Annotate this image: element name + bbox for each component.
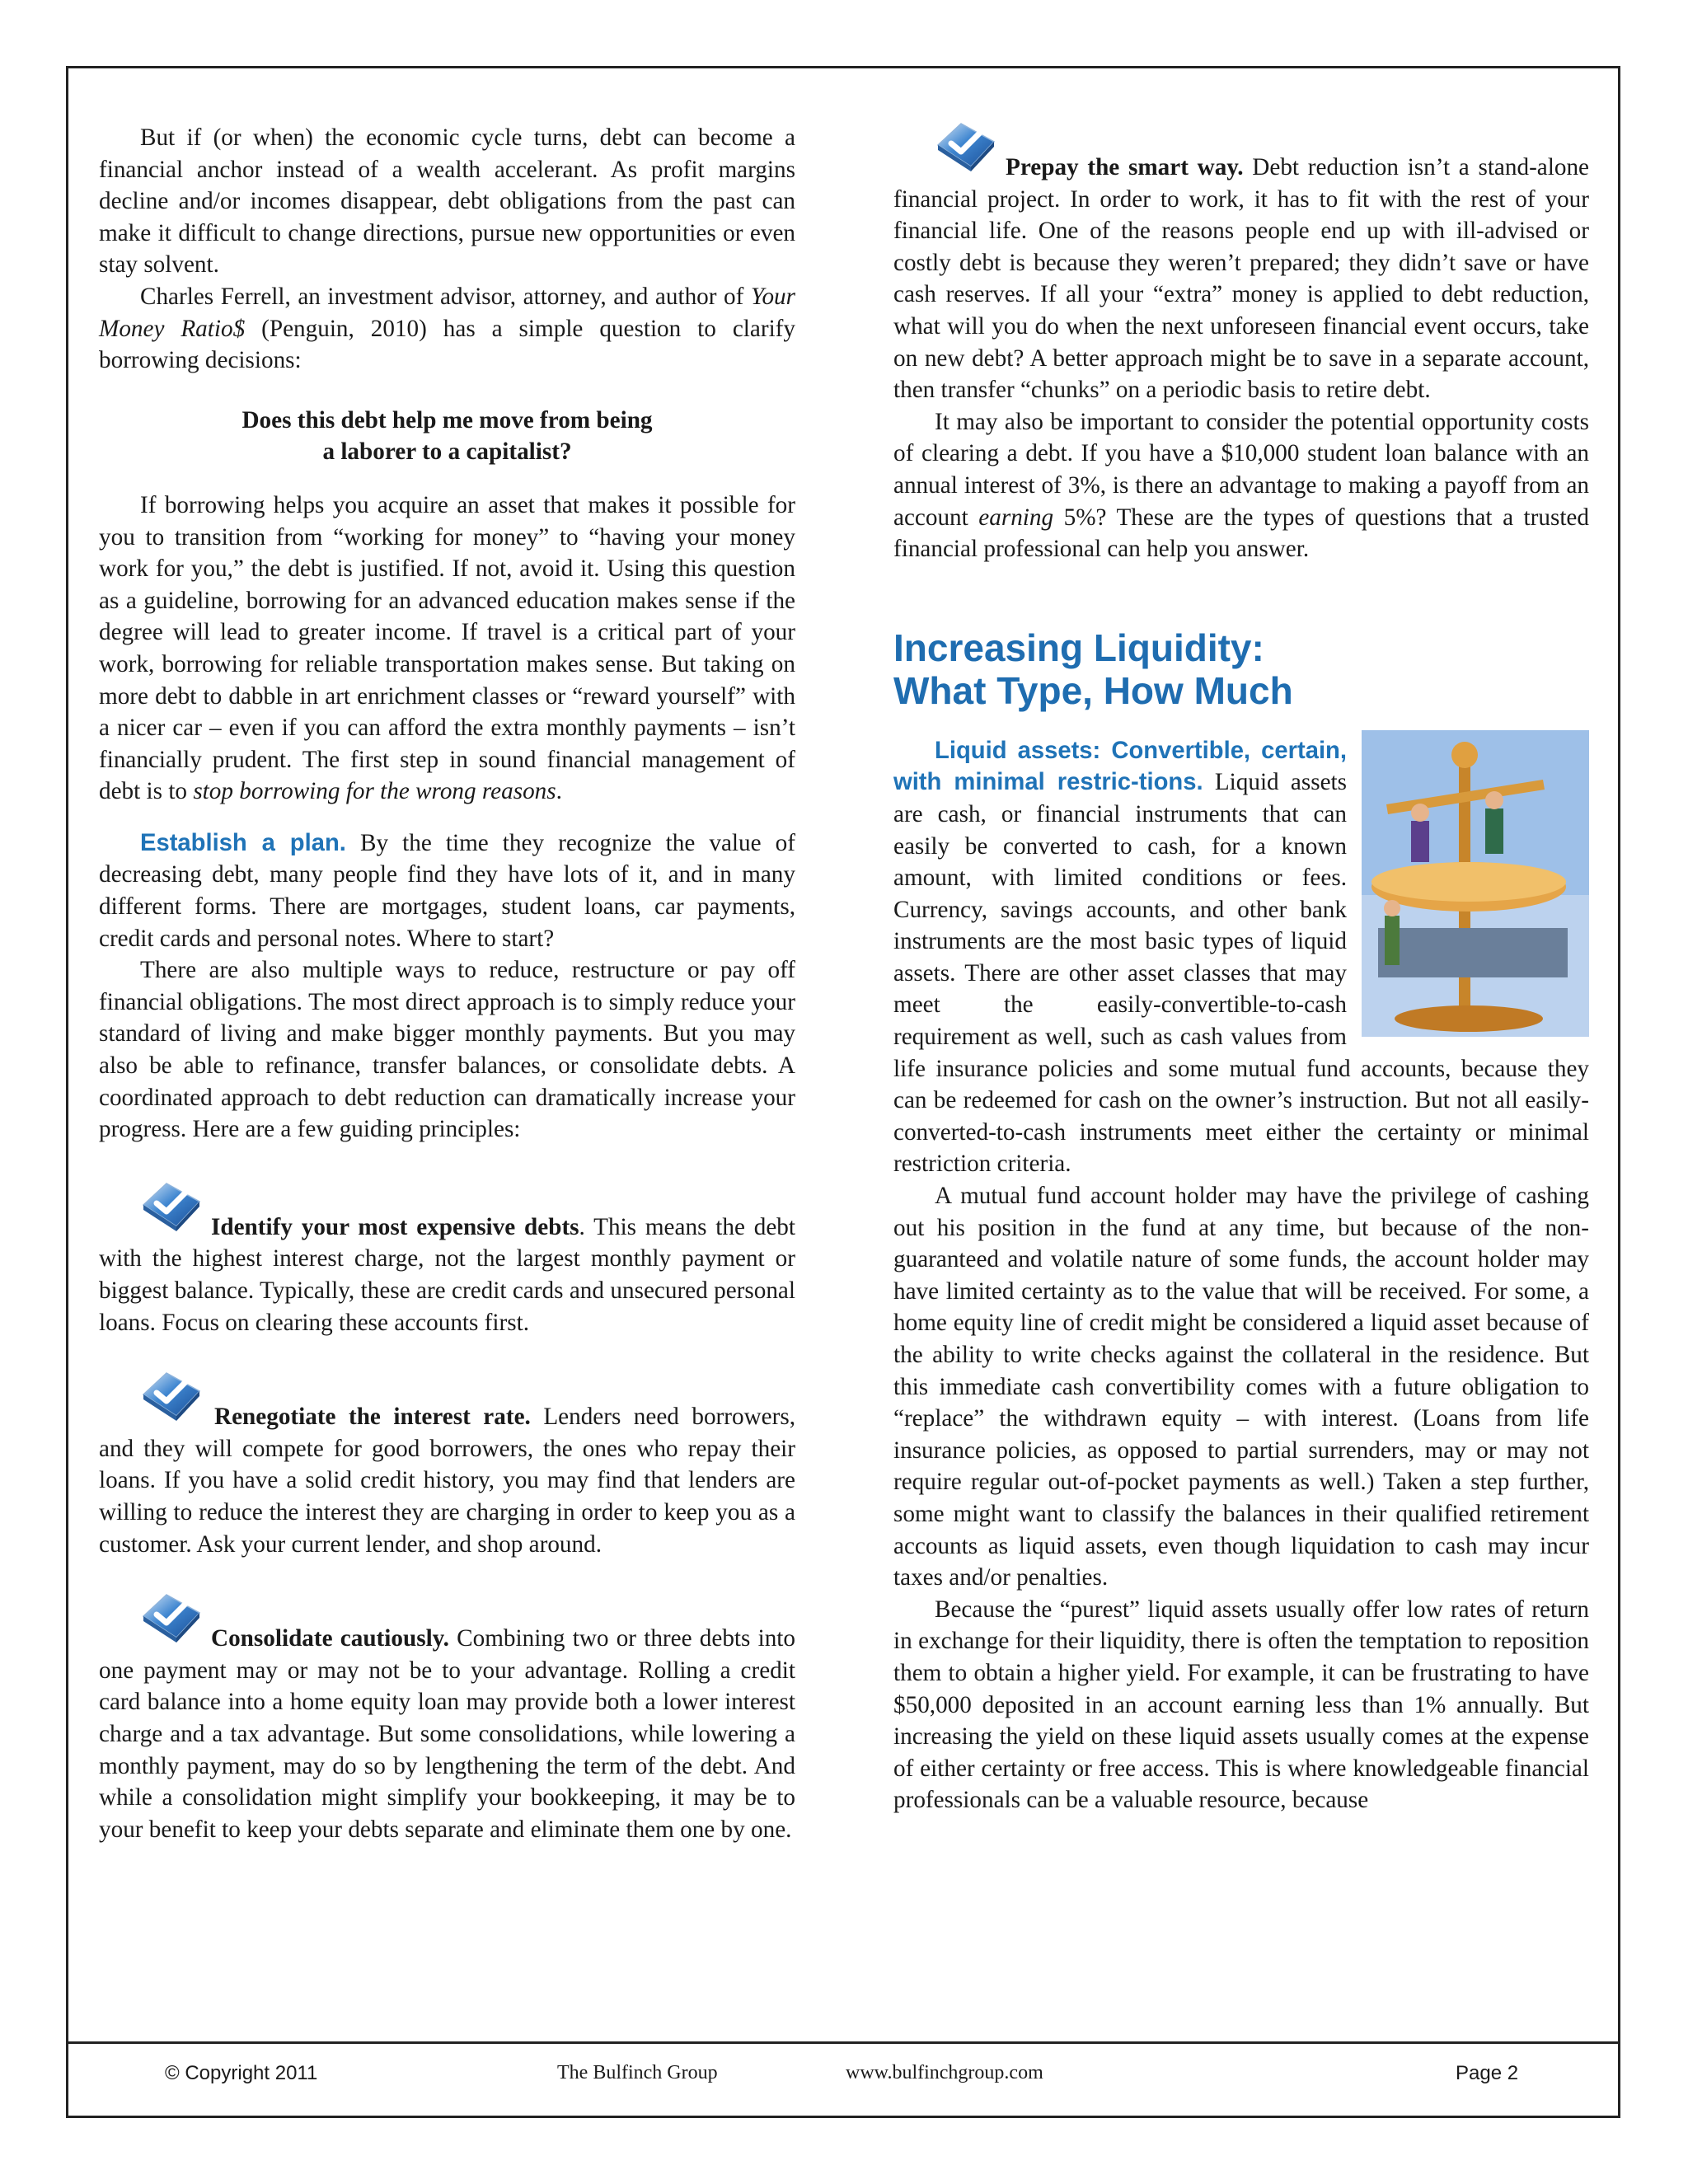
heading-line: Increasing Liquidity: [893,626,1264,669]
tip-item [99,1177,795,1338]
question-line: Does this debt help me move from being [241,406,653,434]
paragraph [99,281,795,377]
left-column [99,122,795,1845]
emphasis: stop borrowing for the wrong reasons [193,778,556,805]
footer-url[interactable]: www.bulfinchgroup.com [846,2062,1043,2083]
text: If borrowing helps you acquire an asset that makes it possible for you to transition from “working for money” to “having your money work for you,” the debt is justified. If not, avoid it. Using this question as a guideline, borrowing for an advanced education makes sense if the degree will lead to greater income. If travel is a critical part of your work, borrowing for reliable transportation makes sense. But taking on more debt to dabble in art enrichment classes or “reward yourself” with a nicer car – even if you can afford the extra monthly payments – isn’t financially prudent. The first step in sound financial management of debt is to [99,491,795,805]
subheading: Establish a plan. [140,829,346,856]
paragraph: Because the “purest” liquid assets usually offer low rates of return in exchange for their liquidity, there is often the temptation to reposition them to obtain a higher yield. For example, it can be frustrating to have $50,000 deposited in an account earning less than 1% annually. But increasing the yield on these liquid assets usually comes at the expense of either certainty or free access. This is where knowledgeable financial professionals can be a valuable resource, because [893,1596,1589,1814]
footer-company: The Bulfinch Group [557,2062,718,2083]
checkmark-icon [140,1366,203,1429]
balance-scale-illustration [1362,730,1589,1037]
heading-line: What Type, How Much [893,668,1293,712]
checkmark-icon [140,1177,203,1240]
footer-rule [66,2041,1620,2044]
text: . [556,778,562,805]
tip-item [99,1588,795,1845]
section-heading [893,626,1589,712]
tip-item [893,117,1589,406]
text: It may also be important to consider the potential opportunity costs of clearing a debt. If you have a $10,000 student loan balance with an annual interest of 3%, is there an advantage to making a payoff from an account [893,408,1589,531]
emphasis: earning [978,504,1054,531]
checkmark-icon [140,1588,203,1651]
paragraph [893,406,1589,565]
text: (Penguin, 2010) has a simple question to clarify borrowing decisions: [99,315,795,374]
tip-item [99,1366,795,1560]
text: Liquid assets are cash, or financial instruments that can easily be converted to cash, for a known amount, with limited conditions or fees. Currency, savings accounts, and other bank instruments are the most basic types of liquid assets. There are other asset classes that may meet the easily-convertible-to-cash requirement as well, such as cash values from life insurance policies and some mutual fund accounts, because they can be redeemed for cash on the owner’s instruction. But not all easily-converted-to-cash instruments meet either the certainty or minimal restriction criteria. [893,769,1589,1178]
paragraph [99,490,795,808]
question-line: a laborer to a capitalist? [322,438,572,466]
text: Charles Ferrell, an investment advisor, attorney, and author of [140,283,751,310]
text: By the time they recognize the value of decreasing debt, many people find they have lots of it, and in many different forms. There are mortgages, student loans, car payments, credit cards and personal notes. Where to start? [99,829,795,952]
paragraph: A mutual fund account holder may have the privilege of cashing out his position in the fund at any time, but because of the non-guaranteed and volatile nature of some funds, the account holder may have limited certainty as to the value that will be received. For some, a home equity line of credit might be considered a liquid asset because of the ability to write checks against the collateral in the residence. But this immediate cash convertibility comes with a future obligation to “replace” the withdrawn equity – with interest. (Loans from life insurance policies, as opposed to partial surrenders, may or may not require regular out-of-pocket payments as well.) Taken a step further, some might want to classify the balances in their qualified retirement accounts as liquid assets, even though liquidation to cash may incur taxes and/or penalties. [893,1183,1589,1591]
text: 5%? These are the types of questions that a trusted financial professional can help you answer. [893,504,1589,563]
tip-text: Debt reduction isn’t a stand-alone financial project. In order to work, it has to fit with the rest of your financial life. One of the reasons people end up with ill-advised or costly debt is because they weren’t prepared; they didn’t save or have cash reserves. If all your “extra” money is applied to debt reduction, what will you do when the next unforeseen financial event occurs, take on new debt? A better approach might be to save in a separate account, then transfer “chunks” on a periodic basis to retire debt. [893,154,1589,404]
right-column [893,117,1589,1816]
checkmark-icon [935,117,997,180]
footer-page-number: Page 2 [1456,2062,1519,2084]
paragraph [99,827,795,954]
tip-title: Renegotiate the interest rate. [214,1404,531,1431]
tip-text: Lenders need borrowers, and they will compete for good borrowers, the ones who repay their loans. If you have a solid credit history, you may find that lenders are willing to reduce the interest they are charging in order to keep you as a customer. Ask your current lender, and shop around. [99,1404,795,1558]
tip-text: . This means the debt with the highest interest charge, not the largest monthly payment or biggest balance. Typically, these are credit cards and unsecured personal loans. Focus on clearing these accounts first. [99,1213,795,1336]
tip-title: Consolidate cautiously. [211,1625,449,1652]
book-title: Your Money Ratio$ [99,283,795,342]
paragraph: There are also multiple ways to reduce, restructure or pay off financial obligations. The most direct approach is to simply reduce your standard of living and make bigger monthly payments. But you may also be able to refinance, transfer balances, or consolidate debts. A coordinated approach to debt reduction can dramatically increase your progress. Here are a few guiding principles: [99,957,795,1143]
tip-text: Combining two or three debts into one payment may or may not be to your advantage. Rolling a credit card balance into a home equity loan may provide both a lower interest charge and a tax advantage. But some consolidations, while lowering a monthly payment, may do so by lengthening the term of the debt. And while a consolidation might simplify your bookkeeping, it may be to your benefit to keep your debts separate and eliminate them one by one. [99,1625,795,1843]
paragraph: But if (or when) the economic cycle turns, debt can become a financial anchor instead of a wealth accelerant. As profit margins decline and/or incomes disappear, debt obligations from the past can make it difficult to change directions, pursue new opportunities or even stay solvent. [99,124,795,279]
subheading: Liquid assets: Convertible, certain, with minimal restric-tions. [893,737,1347,796]
footer-copyright: © Copyright 2011 [165,2062,318,2084]
tip-title: Prepay the smart way. [1006,154,1244,180]
tip-title: Identify your most expensive debts [211,1213,579,1240]
pull-question [99,405,795,468]
